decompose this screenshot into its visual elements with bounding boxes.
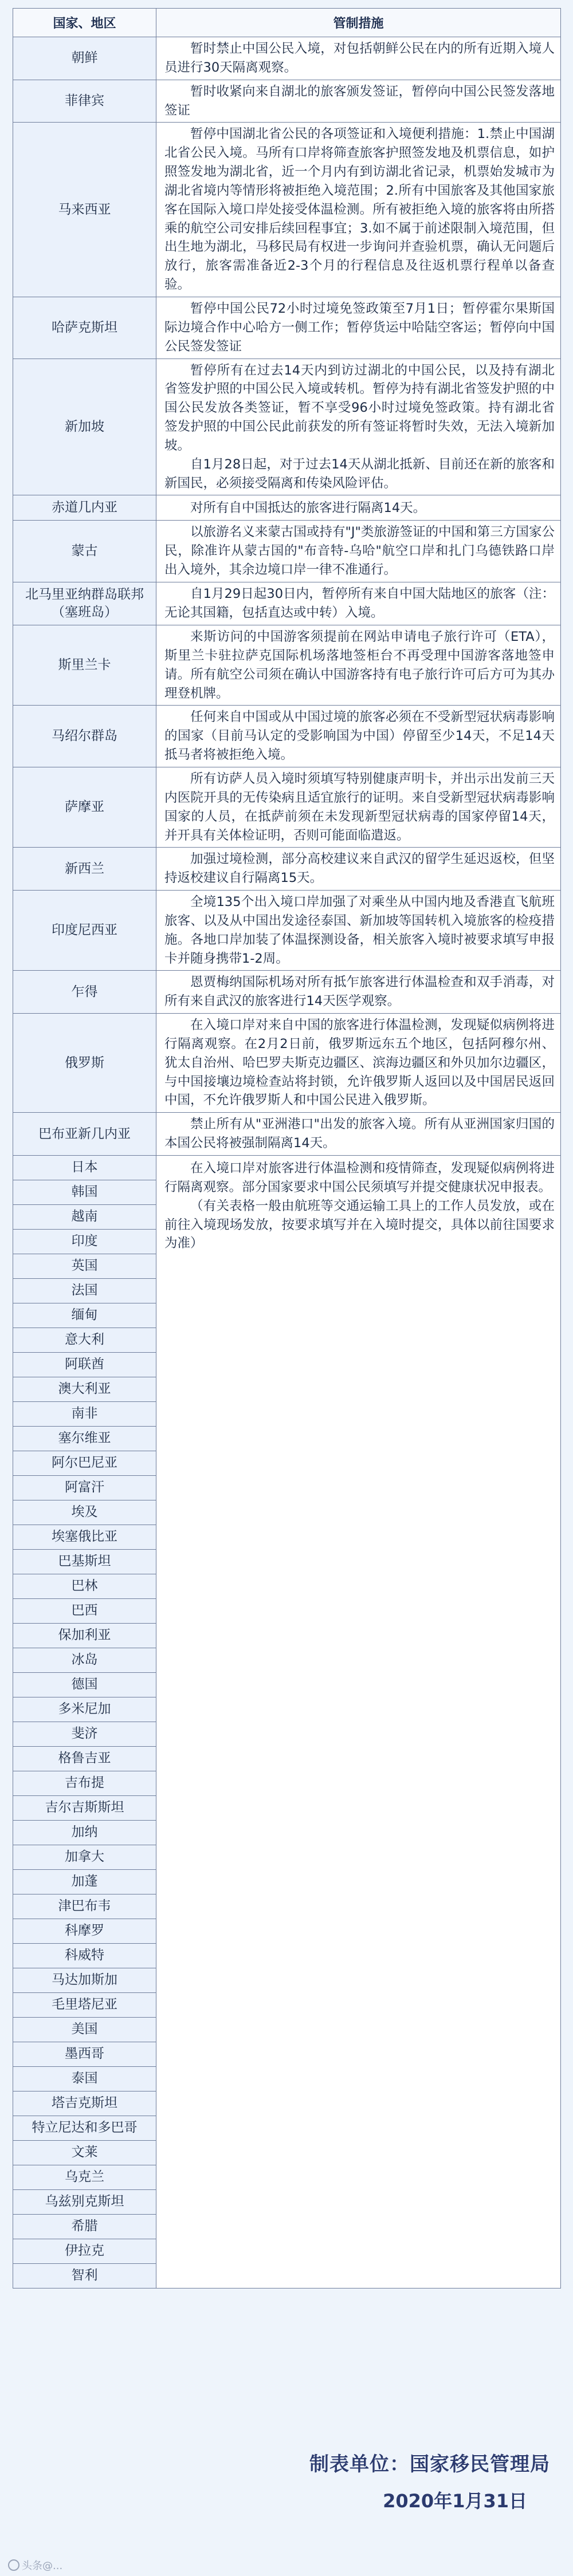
entry-control-table (13, 8, 561, 2289)
measure-cell (156, 37, 561, 80)
country-cell: 伊拉克 (13, 2239, 156, 2264)
measure-paragraph: 暂停中国湖北省公民的各项签证和入境便利措施：1.禁止中国湖北省公民入境。马所有口岸将筛查旅客护照签发地及机票信息，如护照签发地为湖北省，近一个月内有到访湖北省记录，机票始发城市为湖北省境内等情形将被拒绝入境范围；2.所有中国旅客及其他国家旅客在国际入境口岸处接受体温检测。所有被拒绝入境的旅客将由所搭乘的航空公司安排后续回程事宜；3.如不属于前述限制入境范围，但出生地为湖北，马移民局有权进一步询问并查验机票，确认无问题后放行，旅客需准备近2-3个月的行程信息及往返机票行程单以备查验。 (164, 127, 555, 293)
measure-cell (156, 495, 561, 521)
table-row (13, 706, 561, 767)
country-cell: 阿联酋 (13, 1353, 156, 1377)
table-row (13, 767, 561, 847)
measure-cell (156, 359, 561, 495)
country-cell: 南非 (13, 1402, 156, 1427)
country-cell: 新加坡 (13, 359, 156, 495)
country-cell: 马达加斯加 (13, 1968, 156, 1993)
country-cell: 科威特 (13, 1944, 156, 1968)
country-cell: 朝鲜 (13, 37, 156, 80)
country-cell: 多米尼加 (13, 1697, 156, 1722)
country-cell: 阿尔巴尼亚 (13, 1451, 156, 1476)
country-cell: 赤道几内亚 (13, 495, 156, 521)
table-row (13, 37, 561, 80)
country-cell: 吉布提 (13, 1771, 156, 1796)
measure-paragraph: 所有访萨人员入境时须填写特别健康声明卡，并出示出发前三天内医院开具的无传染病且适宜旅行的证明。来自受新型冠状病毒影响国家的人员，在抵萨前须在未发现新型冠状病毒的国家停留14天，并开具有关体检证明，否则可能面临遣返。 (164, 771, 555, 843)
measure-paragraph: 在入境口岸对来自中国的旅客进行体温检测，发现疑似病例将进行隔离观察。在2月2日前，俄罗斯远东五个地区，包括阿穆尔州、犹太自治州、哈巴罗夫斯克边疆区、滨海边疆区和外贝加尔边疆区，与中国接壤边境检查站将封锁，允许俄罗斯人返回以及中国居民返回中国，不允许俄罗斯人和中国公民进入俄罗斯。 (164, 1018, 555, 1108)
table-row (13, 971, 561, 1014)
measure-paragraph: 暂时收紧向来自湖北的旅客颁发签证，暂停向中国公民签发落地签证 (164, 84, 555, 118)
measure-paragraph: 以旅游名义来蒙古国或持有"J"类旅游签证的中国和第三方国家公民，除准许从蒙古国的"布音特-乌哈"航空口岸和扎门乌德铁路口岸出入境外，其余边境口岸一律不准通行。 (164, 525, 555, 578)
measure-cell (156, 706, 561, 767)
country-cell: 乌克兰 (13, 2165, 156, 2190)
country-cell: 缅甸 (13, 1303, 156, 1328)
country-cell: 加拿大 (13, 1845, 156, 1870)
country-cell: 蒙古 (13, 521, 156, 582)
country-cell: 英国 (13, 1254, 156, 1279)
country-cell: 埃塞俄比亚 (13, 1525, 156, 1550)
table-row (13, 891, 561, 971)
header-country: 国家、地区 (13, 9, 156, 37)
country-cell: 越南 (13, 1205, 156, 1230)
footer (309, 2448, 550, 2513)
country-cell: 新西兰 (13, 848, 156, 891)
measure-paragraph: （有关表格一般由航班等交通运输工具上的工作人员发放，或在前往入境现场发放，按要求填写并在入境时提交，具体以前往国要求为准） (164, 1198, 555, 1251)
country-cell: 俄罗斯 (13, 1014, 156, 1113)
measure-cell (156, 1014, 561, 1113)
country-cell: 印度尼西亚 (13, 891, 156, 971)
country-cell: 韩国 (13, 1180, 156, 1205)
measure-paragraph: 加强过境检测，部分高校建议来自武汉的留学生延迟返校，但坚持返校建议自行隔离15天。 (164, 852, 555, 886)
issuer-label: 制表单位：国家移民管理局 (309, 2453, 550, 2476)
country-cell: 吉尔吉斯斯坦 (13, 1796, 156, 1821)
issue-date: 2020年1月31日 (383, 2490, 527, 2512)
measure-paragraph: 自1月29日起30日内，暂停所有来自中国大陆地区的旅客（注：无论其国籍，包括直达或中转）入境。 (164, 586, 555, 621)
measure-cell (156, 891, 561, 971)
country-cell: 文莱 (13, 2141, 156, 2165)
country-cell: 塔吉克斯坦 (13, 2091, 156, 2116)
country-cell: 科摩罗 (13, 1919, 156, 1944)
table-row (13, 521, 561, 582)
country-cell: 津巴布韦 (13, 1894, 156, 1919)
country-cell: 马来西亚 (13, 123, 156, 297)
watermark (8, 2558, 62, 2573)
measure-paragraph: 暂停中国公民72小时过境免签政策至7月1日；暂停霍尔果斯国际边境合作中心哈方一侧工作；暂停货运中哈陆空客运；暂停向中国公民签发签证 (164, 301, 555, 354)
country-cell: 哈萨克斯坦 (13, 297, 156, 359)
country-cell: 加蓬 (13, 1870, 156, 1894)
country-cell: 保加利亚 (13, 1624, 156, 1648)
measure-paragraph: 禁止所有从"亚洲港口"出发的旅客入境。所有从亚洲国家归国的本国公民将被强制隔离14天。 (164, 1117, 555, 1151)
country-cell: 巴西 (13, 1599, 156, 1624)
table-row (13, 297, 561, 359)
country-cell: 冰岛 (13, 1648, 156, 1673)
country-cell: 希腊 (13, 2215, 156, 2239)
country-cell: 阿富汗 (13, 1476, 156, 1500)
measure-paragraph: 暂时禁止中国公民入境，对包括朝鲜公民在内的所有近期入境人员进行30天隔离观察。 (164, 41, 555, 75)
table-row (13, 359, 561, 495)
measure-paragraph: 全境135个出入境口岸加强了对乘坐从中国内地及香港直飞航班旅客、以及从中国出发途径泰国、新加坡等国转机入境旅客的检疫措施。各地口岸加装了体温探测设备，相关旅客入境时被要求填写申报卡并随身携带1-2周。 (164, 895, 555, 966)
country-cell: 马绍尔群岛 (13, 706, 156, 767)
measure-cell (156, 767, 561, 847)
measure-cell (156, 80, 561, 123)
country-cell: 埃及 (13, 1500, 156, 1525)
measure-paragraph: 对所有自中国抵达的旅客进行隔离14天。 (190, 500, 426, 515)
country-cell: 印度 (13, 1230, 156, 1254)
country-cell: 萨摩亚 (13, 767, 156, 847)
country-cell: 斐济 (13, 1722, 156, 1747)
country-cell: 加纳 (13, 1821, 156, 1845)
measure-paragraph: 在入境口岸对旅客进行体温检测和疫情筛查，发现疑似病例将进行隔离观察。部分国家要求中国公民须填写并提交健康状况申报表。 (164, 1161, 555, 1195)
measure-cell (156, 1113, 561, 1156)
table-row (13, 1113, 561, 1156)
measure-paragraph: 暂停所有在过去14天内到访过湖北的中国公民，以及持有湖北省签发护照的中国公民入境或转机。暂停为持有湖北省签发护照的中国公民发放各类签证，暂不享受96小时过境免签政策。持有湖北省签发护照的中国公民此前获发的所有签证将暂时失效，无法入境新加坡。 (164, 363, 555, 453)
measure-paragraph: 恩贾梅纳国际机场对所有抵乍旅客进行体温检查和双手消毒，对所有来自武汉的旅客进行14天医学观察。 (164, 975, 555, 1009)
measure-cell (156, 582, 561, 625)
country-cell: 格鲁吉亚 (13, 1747, 156, 1771)
measures-document (13, 8, 560, 2289)
country-cell: 菲律宾 (13, 80, 156, 123)
table-row (13, 1156, 561, 1180)
watermark-text: 头条@... (22, 2560, 63, 2572)
country-cell: 泰国 (13, 2067, 156, 2091)
table-row (13, 848, 561, 891)
country-cell: 塞尔维亚 (13, 1427, 156, 1451)
country-cell: 巴布亚新几内亚 (13, 1113, 156, 1156)
country-cell: 日本 (13, 1156, 156, 1180)
measure-paragraph: 来斯访问的中国游客须提前在网站申请电子旅行许可（ETA），斯里兰卡驻拉萨克国际机场落地签柜台不再受理中国游客落地签申请。所有航空公司须在确认中国游客持有电子旅行许可后方可为其办理登机牌。 (164, 629, 555, 701)
country-cell: 法国 (13, 1279, 156, 1303)
country-cell: 智利 (13, 2264, 156, 2289)
country-cell: 斯里兰卡 (13, 625, 156, 706)
measure-cell (156, 971, 561, 1014)
table-row (13, 625, 561, 706)
country-cell: 特立尼达和多巴哥 (13, 2116, 156, 2141)
country-cell: 巴林 (13, 1574, 156, 1599)
watermark-logo-icon (8, 2559, 19, 2571)
country-cell: 北马里亚纳群岛联邦（塞班岛） (13, 582, 156, 625)
measure-paragraph: 任何来自中国或从中国过境的旅客必须在不受新型冠状病毒影响的国家（目前马认定的受影响国为中国）停留至少14天，不足14天抵马者将被拒绝入境。 (164, 710, 555, 763)
measure-cell (156, 625, 561, 706)
country-cell: 澳大利亚 (13, 1377, 156, 1402)
header-measures: 管制措施 (156, 9, 561, 37)
country-cell: 墨西哥 (13, 2042, 156, 2067)
country-cell: 美国 (13, 2018, 156, 2042)
country-cell: 乍得 (13, 971, 156, 1014)
country-cell: 德国 (13, 1673, 156, 1697)
table-header-row (13, 9, 561, 37)
table-row (13, 80, 561, 123)
country-cell: 乌兹别克斯坦 (13, 2190, 156, 2215)
country-cell: 巴基斯坦 (13, 1550, 156, 1574)
measure-paragraph: 自1月28日起，对于过去14天从湖北抵新、目前还在新的旅客和新国民，必须接受隔离和传染风险评估。 (164, 456, 555, 491)
measure-cell (156, 297, 561, 359)
table-row (13, 582, 561, 625)
table-row (13, 1014, 561, 1113)
table-row (13, 123, 561, 297)
measure-cell (156, 1156, 561, 2289)
measure-cell (156, 123, 561, 297)
table-row (13, 495, 561, 521)
table-body (13, 37, 561, 2289)
country-cell: 意大利 (13, 1328, 156, 1353)
country-cell: 毛里塔尼亚 (13, 1993, 156, 2018)
measure-cell (156, 521, 561, 582)
measure-cell (156, 848, 561, 891)
